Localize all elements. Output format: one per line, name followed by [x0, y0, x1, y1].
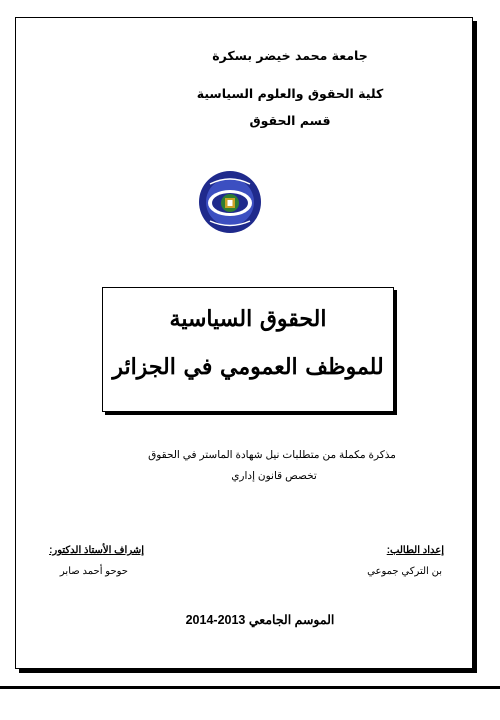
thesis-title-box: [102, 287, 394, 412]
thesis-title-line-1: الحقوق السياسية: [169, 306, 327, 332]
student-name: بن التركي جموعي: [367, 566, 442, 577]
faculty-name: كلية الحقوق والعلوم السياسية: [196, 86, 384, 101]
department-name: قسم الحقوق: [249, 113, 331, 128]
thesis-title-line-2: للموظف العمومي في الجزائر: [112, 354, 384, 380]
university-name: جامعة محمد خيضر بسكرة: [212, 48, 368, 63]
bottom-rule: [0, 686, 500, 689]
supervisor-name: حوحو أحمد صابر: [59, 566, 128, 577]
university-logo-icon: [198, 170, 262, 234]
academic-year: الموسم الجامعي 2013-2014: [185, 613, 335, 627]
specialization: تخصص قانون إداري: [231, 470, 317, 482]
supervisor-label: إشراف الأستاذ الدكتور:: [49, 545, 144, 556]
student-label: إعداد الطالب:: [386, 545, 444, 556]
thesis-description: مذكرة مكملة من متطلبات نيل شهادة الماستر في الحقوق: [148, 449, 396, 461]
